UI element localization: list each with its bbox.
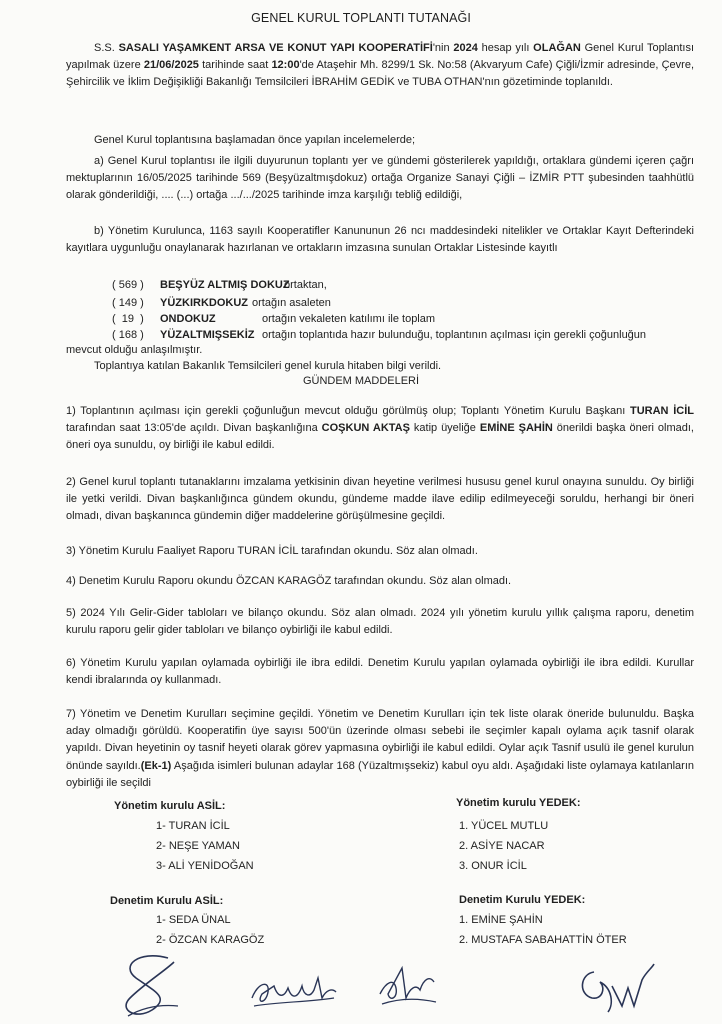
count-number: ( 149 ) (112, 297, 144, 309)
audit-sub-heading: Denetim Kurulu YEDEK: (459, 894, 586, 906)
cooperative-name: SASALI YAŞAMKENT ARSA VE KONUT YAPI KOOPERATİFİ (118, 42, 433, 54)
intro-text: Genel Kurul Toplantısı yapılmak üzere (66, 42, 695, 72)
agenda-text: 7) Yönetim ve Denetim Kurulları seçimine geçildi. Yönetim ve Denetim Kurulları için tek liste olarak öneride bulunuldu. Başka aday olmadığı görüldü. Kooperatifin üye sayısı 500'ün üzerinde olması sebebi ile seçimler kapalı oylama açık tasnif olarak yapıldı. Divan heyetinin oy tasnif heyeti olarak görev yapmasına oybirliği ile kabul edildi. Oylar açık Tasnif usulü ile genel kurulun önünde sayıldı. (66, 708, 694, 772)
count-text: ortağın asaleten (252, 297, 331, 309)
agenda-text: katip üyeliğe (413, 422, 476, 435)
pre-check-paragraph: Genel Kurul toplantısına başlamadan önce yapılan incelemelerde; (94, 134, 416, 146)
agenda-item-3: 3) Yönetim Kurulu Faaliyet Raporu TURAN İCİL tarafından okundu. Söz alan olmadı. (66, 545, 478, 557)
fiscal-year: 2024 (453, 42, 478, 54)
count-word: YÜZKIRKDOKUZ (160, 297, 248, 309)
clerk-name: EMİNE ŞAHİN (479, 422, 553, 435)
agenda-text: Aşağıda isimleri bulunan adaylar 168 (Yüzaltmışsekiz) kabul oyu aldı. Aşağıdaki liste oylamaya katılanların oybirliği ile seçildi (66, 759, 694, 789)
ministry-note: Toplantıya katılan Bakanlık Temsilcileri genel kurula hitaben bilgi verildi. (94, 360, 442, 372)
quorum-continuation: mevcut olduğu anlaşılmıştır. (66, 344, 203, 356)
intro-text: tarihinde saat (202, 59, 269, 72)
count-number: ( 569 ) (112, 279, 144, 291)
count-number: ( 168 ) (112, 329, 144, 341)
chair-name: TURAN İCİL (629, 405, 694, 417)
intro-text: S.S. (94, 42, 115, 54)
agenda-item-1 (66, 403, 694, 455)
audit-main-heading: Denetim Kurulu ASİL: (110, 895, 224, 907)
signature-2 (248, 968, 340, 1016)
count-text: ortaktan, (284, 279, 327, 291)
board-main-member: 1- TURAN İCİL (156, 820, 230, 832)
agenda-item-6: 6) Yönetim Kurulu yapılan oylamada oybirliği ile ibra edildi. Denetim Kurulu yapılan oylamada oybirliği ile ibra edildi. Kurullar kendi ibralarında oy kullanmadı. (66, 657, 694, 687)
agenda-item-4: 4) Denetim Kurulu Raporu okundu ÖZCAN KARAGÖZ tarafından okundu. Söz alan olmadı. (66, 575, 512, 587)
count-word: ONDOKUZ (160, 313, 216, 325)
annex-ref: (Ek-1) (140, 759, 172, 772)
agenda-heading: GÜNDEM MADDELERİ (302, 375, 420, 387)
audit-main-member: 2- ÖZCAN KARAGÖZ (156, 934, 265, 946)
audit-sub-member: 1. EMİNE ŞAHİN (459, 914, 543, 926)
item-b-paragraph: b) Yönetim Kurulunca, 1163 sayılı Kooperatifler Kanununun 26 ncı maddesindeki nitelikler ve Ortaklar Kayıt Defterindeki kayıtlara uygunluğu onaylanarak hazırlanan ve ortakların imzasına sunulan Ortaklar Listesinde kayıtlı (66, 225, 694, 255)
count-word: YÜZALTMIŞSEKİZ (160, 329, 255, 341)
intro-text: 'nin (432, 42, 450, 54)
count-text: ortağın toplantıda hazır bulunduğu, toplantının açılması için gerekli çoğunluğun (262, 329, 647, 341)
agenda-item-2: 2) Genel kurul toplantı tutanaklarını imzalama yetkisinin divan heyetine verilmesi hususu genel kurul onayına sunuldu. Oy birliği ile yetki verildi. Divan başkanlığınca gündem okundu, gündeme madde ilave edilip edilmeyeceği soruldu, herhangi bir öneri olmadı, divan başkanınca gündemin diğer maddelerine görüşülmesine geçildi. (66, 476, 694, 523)
board-sub-member: 3. ONUR İCİL (459, 860, 527, 872)
audit-sub-member: 2. MUSTAFA SABAHATTİN ÖTER (459, 934, 627, 946)
board-main-member: 3- ALİ YENİDOĞAN (156, 860, 254, 872)
signature-3 (372, 958, 442, 1014)
meeting-kind: OLAĞAN (533, 42, 581, 54)
signature-1 (108, 948, 188, 1024)
board-sub-member: 2. ASİYE NACAR (459, 840, 545, 852)
agenda-text: 1) Toplantının açılması için gerekli çoğunluğun mevcut olduğu görülmüş olup; Toplantı Yönetim Kurulu Başkanı (66, 405, 626, 417)
agenda-text: önerildi başka öneri olmadı, öneri oya sunuldu, oy birliği ile kabul edildi. (66, 422, 694, 452)
meeting-time: 12:00 (271, 59, 300, 72)
divan-president-name: COŞKUN AKTAŞ (321, 422, 410, 435)
meeting-date: 21/06/2025 (143, 59, 199, 72)
board-main-member: 2- NEŞE YAMAN (156, 840, 240, 852)
agenda-text: tarafından saat 13:05'de açıldı. Divan başkanlığına (66, 422, 318, 435)
count-word: BEŞYÜZ ALTMIŞ DOKUZ (160, 279, 290, 291)
agenda-item-7 (66, 706, 694, 792)
intro-text: 'de Ataşehir Mh. 8299/1 Sk. No:58 (Akvaryum Cafe) Çiğli/İzmir adresinde, Çevre, Şehircilik ve İklim Değişikliği Bakanlığı Temsilcileri İBRAHİM GEDİK ve TUBA OTHAN'nın gözetiminde toplanıldı. (66, 59, 695, 89)
signature-4 (572, 958, 658, 1018)
agenda-item-5: 5) 2024 Yılı Gelir-Gider tabloları ve bilanço okundu. Söz alan olmadı. 2024 yılı yönetim kurulu yıllık çalışma raporu, denetim kurulu raporu gelir gider tabloları ve bilanço oybirliği ile kabul edildi. (66, 607, 694, 637)
document-title: GENEL KURUL TOPLANTI TUTANAĞI (251, 11, 471, 25)
count-text: ortağın vekaleten katılımı ile toplam (262, 313, 436, 325)
count-number: ( 19 ) (112, 313, 144, 325)
item-a-paragraph: a) Genel Kurul toplantısı ile ilgili duyurunun toplantı yer ve gündemi gösterilerek yapıldığı, ortaklara gündemi içeren çağrı mektuplarının 16/05/2025 tarihinde 569 (Beşyüzaltmışdokuz) ortağa Organize Sanayi Çiğli – İZMİR PTT şubesinden taahhütlü olarak gönderildiği, .... (...) ortağa .../.../2025 tarihinde imza karşılığı tebliğ edildiği, (66, 155, 694, 202)
board-sub-heading: Yönetim kurulu YEDEK: (456, 797, 581, 809)
intro-paragraph (66, 40, 694, 92)
intro-text: hesap yılı (481, 42, 530, 54)
board-main-heading: Yönetim kurulu ASİL: (114, 800, 226, 812)
board-sub-member: 1. YÜCEL MUTLU (459, 820, 549, 832)
audit-main-member: 1- SEDA ÜNAL (156, 914, 231, 926)
